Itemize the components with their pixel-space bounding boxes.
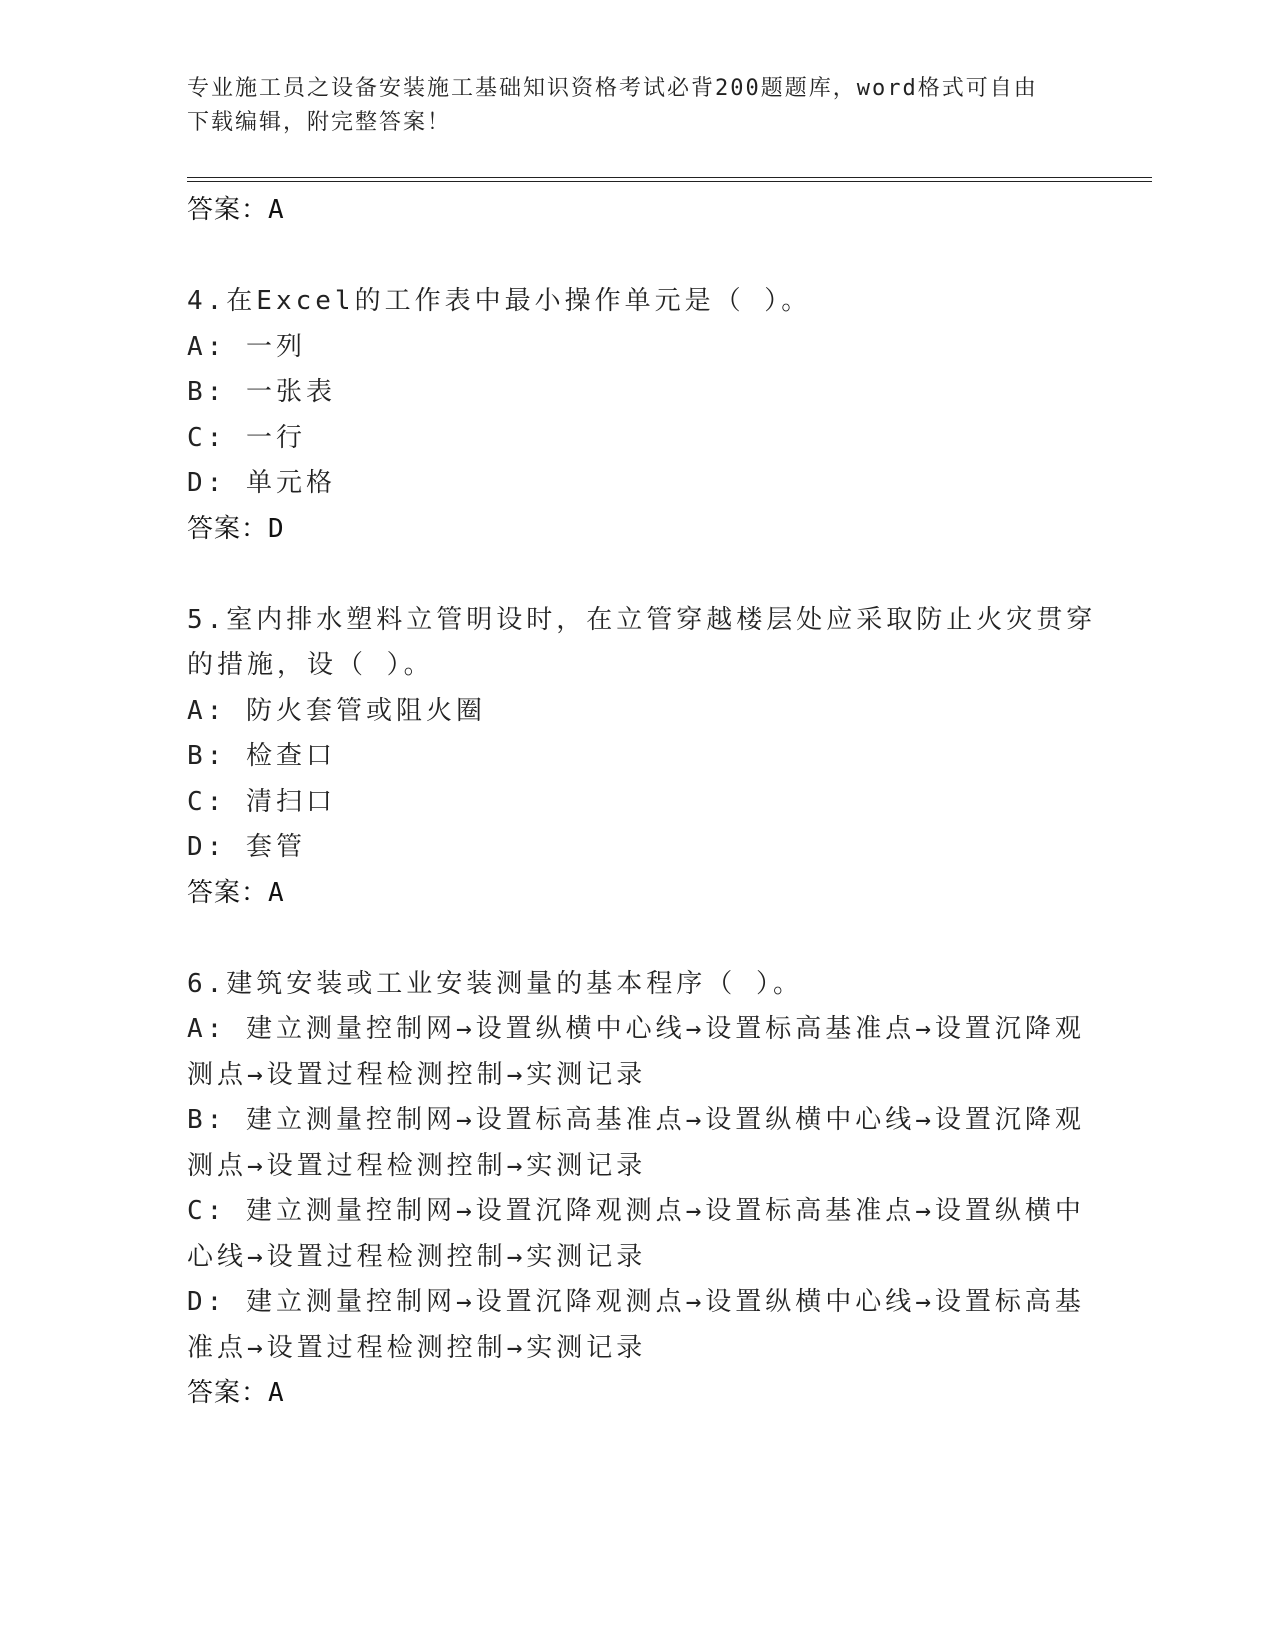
answer-label: 答案：	[187, 877, 269, 908]
answer-line	[187, 507, 1087, 553]
question-stem: 6.建筑安装或工业安装测量的基本程序（ ）。	[187, 968, 803, 999]
document-header	[187, 72, 1067, 140]
option-a: A: 一列	[187, 331, 306, 362]
option-c: C: 一行	[187, 422, 306, 453]
option-d: D: 建立测量控制网→设置沉降观测点→设置纵横中心线→设置标高基	[187, 1287, 1085, 1317]
option-a: A: 防火套管或阻火圈	[187, 695, 486, 726]
header-divider-bottom	[187, 181, 1152, 182]
option-c: C: 清扫口	[187, 786, 336, 817]
spacer	[187, 916, 1087, 962]
question-stem-continued: 的措施，设（ ）。	[187, 650, 434, 680]
header-line-2: 下载编辑，附完整答案！	[187, 110, 452, 135]
question-block	[187, 279, 1087, 552]
question-block	[187, 962, 1087, 1417]
question-block	[187, 598, 1097, 917]
option-d-continued: 准点→设置过程检测控制→实测记录	[187, 1332, 647, 1363]
option-b: B: 建立测量控制网→设置标高基准点→设置纵横中心线→设置沉降观	[187, 1105, 1085, 1135]
answer-line	[187, 871, 1087, 917]
answer-value: A	[268, 195, 285, 225]
option-a: A: 建立测量控制网→设置纵横中心线→设置标高基准点→设置沉降观	[187, 1014, 1085, 1044]
option-c: C: 建立测量控制网→设置沉降观测点→设置标高基准点→设置纵横中	[187, 1196, 1085, 1226]
option-b-continued: 测点→设置过程检测控制→实测记录	[187, 1150, 647, 1181]
option-c-continued: 心线→设置过程检测控制→实测记录	[187, 1241, 647, 1272]
option-a-continued: 测点→设置过程检测控制→实测记录	[187, 1059, 647, 1090]
answer-value: D	[268, 513, 285, 544]
answer-label: 答案：	[187, 513, 269, 544]
question-stem: 4.在Excel的工作表中最小操作单元是（ ）。	[187, 286, 812, 316]
answer-line	[187, 188, 1087, 234]
option-d: D: 套管	[187, 832, 306, 862]
option-b: B: 一张表	[187, 377, 336, 407]
option-d: D: 单元格	[187, 468, 336, 498]
option-b: B: 检查口	[187, 741, 336, 771]
spacer	[187, 234, 1087, 280]
header-divider-top	[187, 177, 1152, 178]
header-line-1: 专业施工员之设备安装施工基础知识资格考试必背200题题库，word格式可自由	[187, 76, 1038, 101]
answer-label: 答案：	[187, 1378, 269, 1408]
spacer	[187, 552, 1087, 598]
answer-line	[187, 1371, 1087, 1417]
answer-label: 答案：	[187, 195, 269, 225]
question-list	[187, 188, 1097, 1417]
answer-value: A	[268, 1378, 285, 1408]
question-stem: 5.室内排水塑料立管明设时，在立管穿越楼层处应采取防止火灾贯穿	[187, 604, 1097, 635]
answer-value: A	[268, 877, 285, 908]
